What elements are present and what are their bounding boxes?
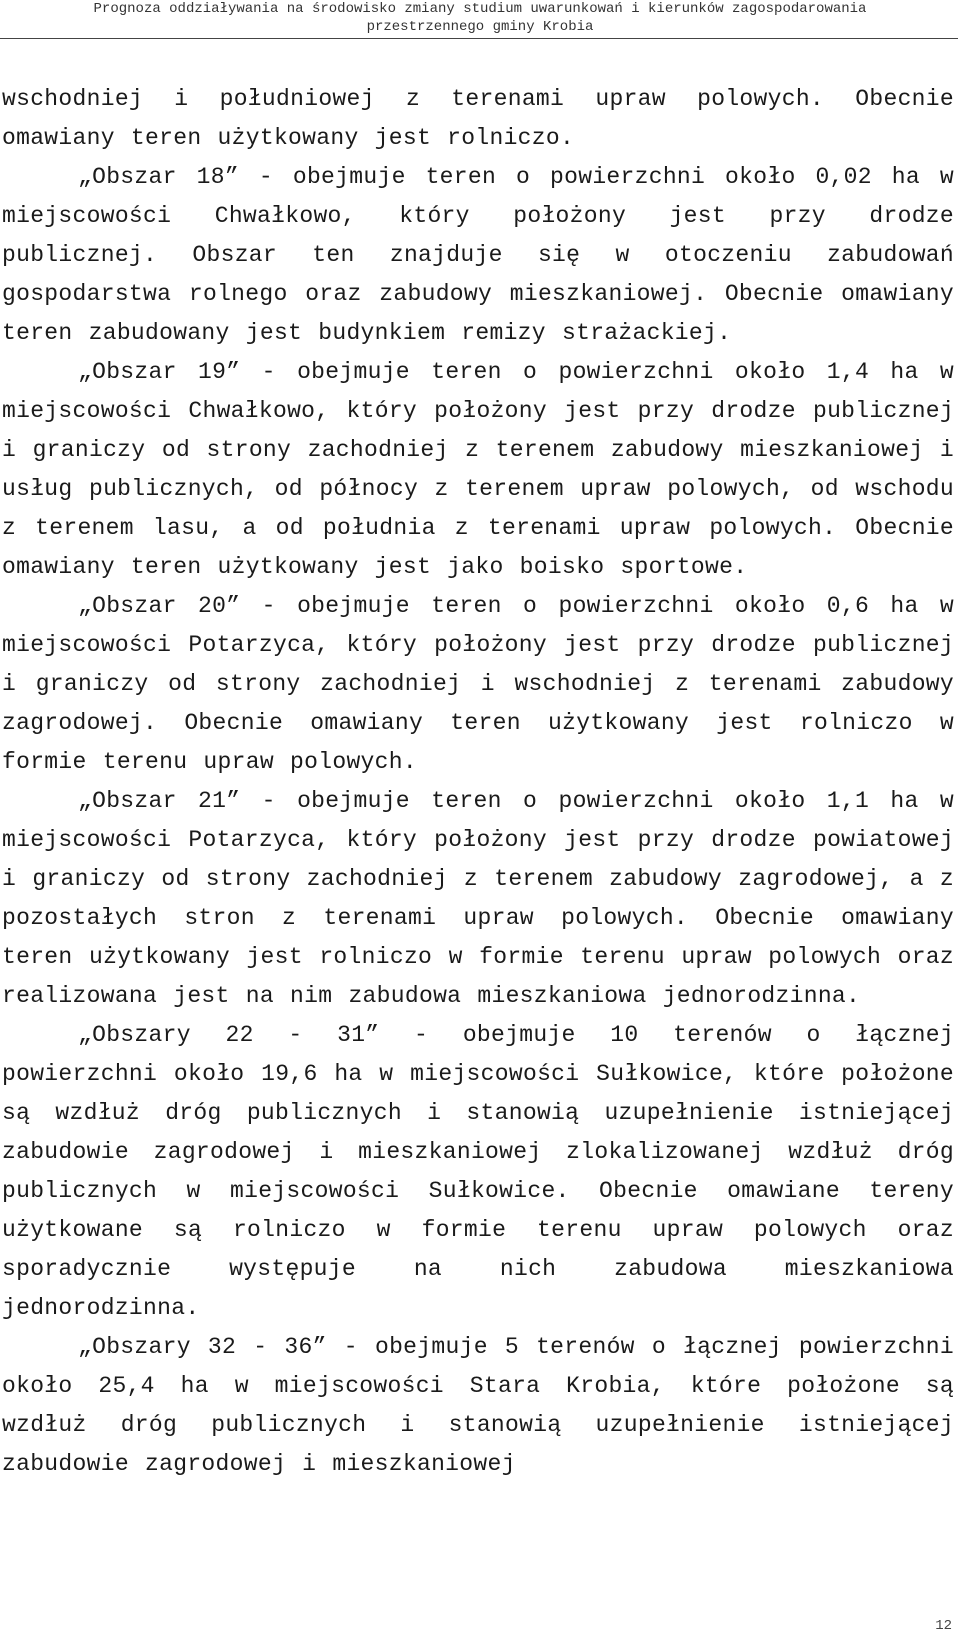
- paragraph-obszar-20: „Obszar 20” - obejmuje teren o powierzchni około 0,6 ha w miejscowości Potarzyca, który położony jest przy drodze publicznej i graniczy od strony zachodniej i wschodniej z terenami zabudowy zagrodowej. Obecnie omawiany teren użytkowany jest rolniczo w formie terenu upraw polowych.: [2, 593, 954, 775]
- paragraph-obszar-18: „Obszar 18” - obejmuje teren o powierzchni około 0,02 ha w miejscowości Chwałkowo, który położony jest przy drodze publicznej. Obszar ten znajduje się w otoczeniu zabudowań gospodarstwa rolnego oraz zabudowy mieszkaniowej. Obecnie omawiany teren zabudowany jest budynkiem remizy strażackiej.: [2, 164, 954, 346]
- header-line-2: przestrzennego gminy Krobia: [366, 19, 594, 35]
- paragraph-obszary-22-31: „Obszary 22 - 31” - obejmuje 10 terenów o łącznej powierzchni około 19,6 ha w miejscowości Sułkowice, które położone są wzdłuż dróg publicznych i stanowią uzupełnienie istniejącej zabudowie zagrodowej i mieszkaniowej zlokalizowanej wzdłuż dróg publicznych w miejscowości Sułkowice. Obecnie omawiane tereny użytkowane są rolniczo w formie terenu upraw polowych oraz sporadycznie występuje na nich zabudowa mieszkaniowa jednorodzinna.: [2, 1022, 954, 1321]
- paragraph-obszary-32-36: „Obszary 32 - 36” - obejmuje 5 terenów o łącznej powierzchni około 25,4 ha w miejscowości Stara Krobia, które położone są wzdłuż dróg publicznych i stanowią uzupełnienie istniejącej zabudowie zagrodowej i mieszkaniowej: [2, 1334, 954, 1477]
- header-divider: [0, 38, 958, 39]
- paragraph-obszar-19: „Obszar 19” - obejmuje teren o powierzchni około 1,4 ha w miejscowości Chwałkowo, który położony jest przy drodze publicznej i graniczy od strony zachodniej z terenem zabudowy mieszkaniowej i usług publicznych, od północy z terenem upraw polowych, od wschodu z terenem lasu, a od południa z terenami upraw polowych. Obecnie omawiany teren użytkowany jest jako boisko sportowe.: [2, 359, 954, 580]
- paragraph-continuation: wschodniej i południowej z terenami upraw polowych. Obecnie omawiany teren użytkowany jest rolniczo.: [2, 86, 954, 151]
- paragraph-obszar-21: „Obszar 21” - obejmuje teren o powierzchni około 1,1 ha w miejscowości Potarzyca, który położony jest przy drodze powiatowej i graniczy od strony zachodniej z terenem zabudowy zagrodowej, a z pozostałych stron z terenami upraw polowych. Obecnie omawiany teren użytkowany jest rolniczo w formie terenu upraw polowych oraz realizowana jest na nim zabudowa mieszkaniowa jednorodzinna.: [2, 788, 954, 1009]
- document-body: [2, 80, 954, 1484]
- header-line-1: Prognoza oddziaływania na środowisko zmiany studium uwarunkowań i kierunków zagospodarowania: [93, 1, 867, 17]
- page-number: 12: [935, 1618, 952, 1634]
- page-header: [0, 0, 960, 36]
